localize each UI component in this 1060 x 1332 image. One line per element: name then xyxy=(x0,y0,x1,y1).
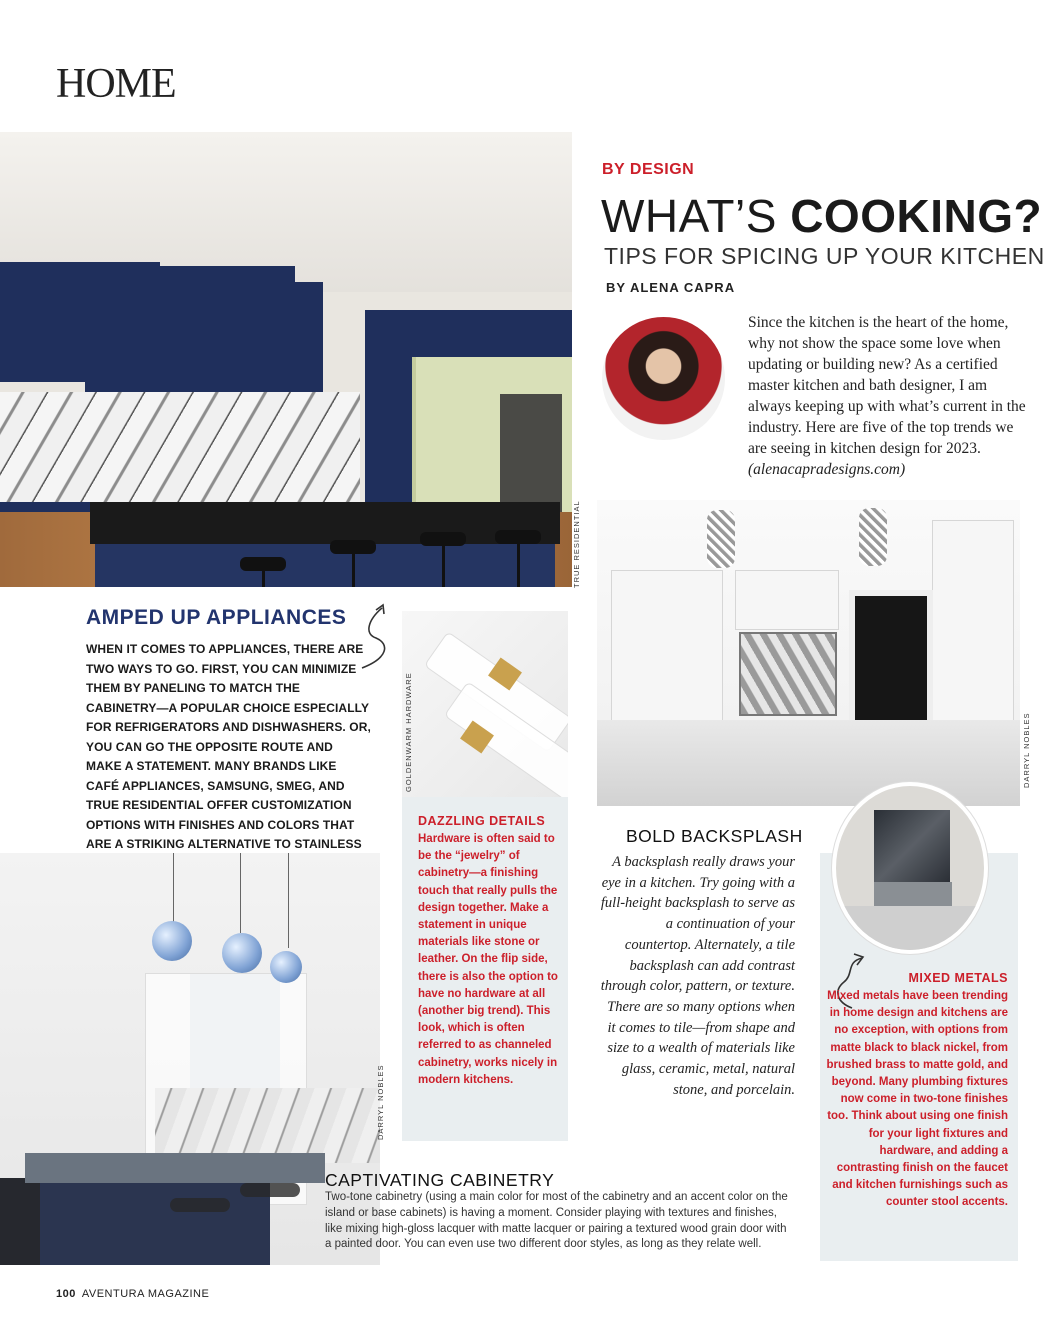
byline: BY ALENA CAPRA xyxy=(606,280,736,295)
headline-light: WHAT’S xyxy=(601,190,791,242)
kicker: BY DESIGN xyxy=(602,161,695,178)
backsplash-photo xyxy=(597,500,1020,806)
page-footer xyxy=(56,1288,209,1300)
intro-paragraph xyxy=(748,312,1033,480)
amped-title: AMPED UP APPLIANCES xyxy=(86,606,347,629)
author-portrait xyxy=(602,317,725,440)
metals-title: MIXED METALS xyxy=(908,971,1008,985)
backsplash-title: BOLD BACKSPLASH xyxy=(626,826,803,846)
amped-body: WHEN IT COMES TO APPLIANCES, THERE ARE TWO WAYS TO GO. FIRST, YOU CAN MINIMIZE THEM BY PANELING TO MATCH THE CABINETRY—A POPULAR CHOICE ESPECIALLY FOR REFRIGERATORS AND DISHWASHERS. OR, YOU CAN GO THE OPPOSITE ROUTE AND MAKE A STATEMENT. MANY BRANDS LIKE CAFÉ APPLIANCES, SAMSUNG, SMEG, AND TRUE RESIDENTIAL OFFER CUSTOMIZATION OPTIONS WITH FINISHES AND COLORS THAT ARE A STRIKING ALTERNATIVE TO STAINLESS xyxy=(86,642,371,851)
headline-bold: COOKING? xyxy=(790,190,1043,242)
intro-link[interactable]: (alenacapradesigns.com) xyxy=(748,461,906,478)
kitchen-photo-main xyxy=(0,132,572,587)
hardware-photo xyxy=(402,611,568,797)
cabinetry-title: CAPTIVATING CABINETRY xyxy=(325,1170,555,1190)
intro-text: Since the kitchen is the heart of the home, why not show the space some love when updating or building new? As a certified master kitchen and bath designer, I am always keeping up with what’s current in the industry. Here are five of the top trends we are seeing in kitchen design for 2023. xyxy=(748,314,1026,457)
subheadline: TIPS FOR SPICING UP YOUR KITCHEN xyxy=(604,243,1045,269)
photo-credit-backsplash: DARRYL NOBLES xyxy=(1022,712,1031,788)
mixed-metals-photo xyxy=(832,782,988,954)
cabinetry-body: Two-tone cabinetry (using a main color for most of the cabinetry and an accent color on the island or base cabinets) is having a moment. Consider playing with textures and finishes, like mixing high-gloss lacquer with matte lacquer or pairing a textured wood grain door with a painted door. You can even use two different door styles, as long as they relate well. xyxy=(325,1191,788,1251)
cabinetry-photo xyxy=(0,853,380,1265)
section-header: HOME xyxy=(56,61,176,107)
dazzling-title: DAZZLING DETAILS xyxy=(418,814,546,828)
backsplash-body: A backsplash really draws your eye in a kitchen. Try going with a full-height backsplash to serve as a continuation of your countertop. Alternately, a tile backsplash can add contrast through color, pattern, or texture. There are so many options when it comes to tile—from shape and size to a wealth of materials like glass, ceramic, metal, natural stone, and porcelain. xyxy=(600,854,795,1098)
photo-credit-main: TRUE RESIDENTIAL xyxy=(572,500,581,588)
magazine-name: AVENTURA MAGAZINE xyxy=(81,1288,210,1300)
dazzling-body: Hardware is often said to be the “jewelry” of cabinetry—a finishing touch that really pulls the design together. Make a statement in unique materials like stone or leather. On the flip side, there is also the option to have no hardware at all (another big trend). This look, which is often referred to as channeled cabinetry, works nicely in modern kitchens. xyxy=(418,833,558,1086)
headline xyxy=(601,189,1042,243)
metals-body: Mixed metals have been trending in home design and kitchens are no exception, with options from matte black to black nickel, from brushed brass to matte gold, and beyond. Many plumbing fixtures now come in two-tone finishes too. Think about using one finish for your light fixtures and hardware, and adding a contrasting finish on the faucet and kitchen furnishings such as counter stool accents. xyxy=(826,990,1008,1209)
photo-credit-hardware: GOLDENWARM HARDWARE xyxy=(404,672,413,792)
page-number: 100 xyxy=(56,1288,76,1300)
photo-credit-cabinetry: DARRYL NOBLES xyxy=(376,1064,385,1140)
